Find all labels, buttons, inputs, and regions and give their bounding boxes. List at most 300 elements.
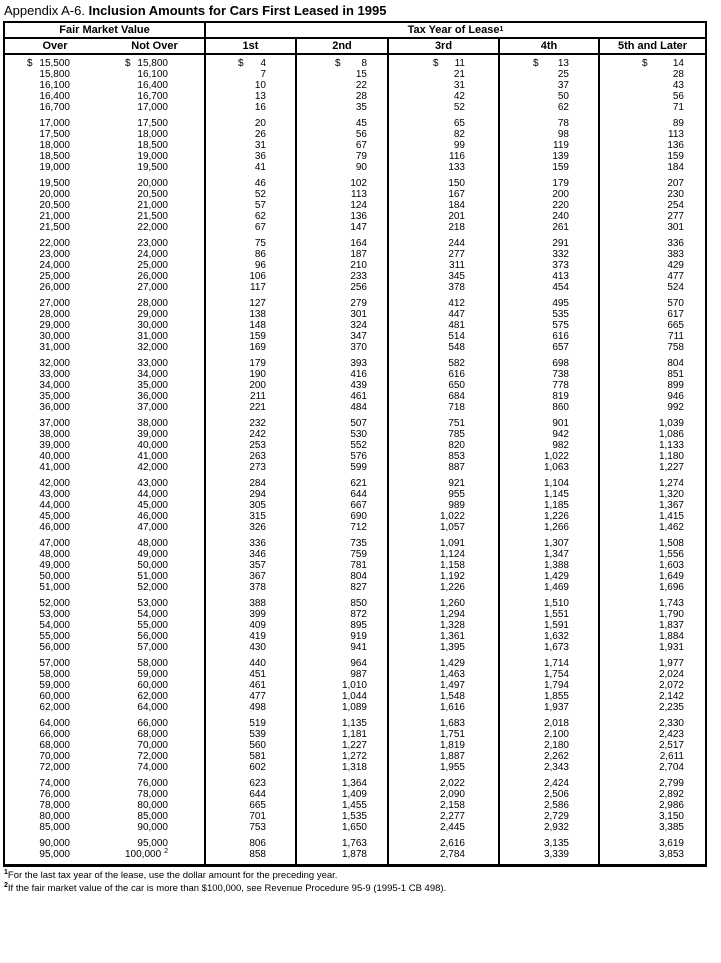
- year-5th-later-cell: [600, 658, 705, 669]
- year-3rd-cell: [389, 429, 500, 440]
- year-1st-cell: [206, 58, 297, 69]
- year-4th-cell: [500, 402, 600, 413]
- cell-value: 164: [350, 238, 367, 249]
- year-2nd-cell: [297, 478, 389, 489]
- cell-value: 16,700: [39, 102, 70, 113]
- year-1st-cell: [206, 691, 297, 702]
- table-row: [5, 271, 705, 282]
- year-4th-cell: [500, 440, 600, 451]
- fmv-not-over-cell: [105, 451, 206, 462]
- cell-value: 17,000: [39, 118, 70, 129]
- year-3rd-cell: [389, 522, 500, 533]
- cell-value: 21,000: [39, 211, 70, 222]
- year-5th-later-cell: [600, 271, 705, 282]
- fmv-not-over-cell: [105, 140, 206, 151]
- year-5th-later-cell: [600, 418, 705, 429]
- fmv-not-over-cell: [105, 489, 206, 500]
- cell-value: 59,000: [137, 669, 168, 680]
- fmv-over-cell: [5, 582, 105, 593]
- fmv-not-over-cell: [105, 162, 206, 173]
- year-2nd-cell: [297, 500, 389, 511]
- cell-value: 2,932: [543, 822, 569, 833]
- cell-value: 89: [672, 118, 684, 129]
- year-1st-cell: [206, 391, 297, 402]
- cell-value: 367: [249, 571, 266, 582]
- cell-value: 657: [552, 342, 569, 353]
- year-1st-cell: [206, 331, 297, 342]
- row-group: [5, 118, 705, 173]
- cell-value: 1,057: [439, 522, 465, 533]
- cell-value: 1,022: [439, 511, 465, 522]
- year-5th-later-cell: [600, 249, 705, 260]
- cell-value: 413: [552, 271, 569, 282]
- year-3rd-cell: [389, 658, 500, 669]
- fmv-not-over-cell: [105, 271, 206, 282]
- year-1st-cell: [206, 789, 297, 800]
- fmv-over-cell: [5, 538, 105, 549]
- cell-value: 19,500: [39, 178, 70, 189]
- cell-value: 62,000: [39, 702, 70, 713]
- year-4th-cell: [500, 778, 600, 789]
- cell-value: 346: [249, 549, 266, 560]
- cell-value: 45: [355, 118, 367, 129]
- fmv-over-cell: [5, 162, 105, 173]
- cell-value: 17,500: [137, 118, 168, 129]
- cell-value: 665: [667, 320, 684, 331]
- fmv-not-over-cell: [105, 238, 206, 249]
- table-row: [5, 260, 705, 271]
- cell-value: 22,000: [137, 222, 168, 233]
- cell-value: 41,000: [39, 462, 70, 473]
- cell-value: 987: [350, 669, 367, 680]
- year-4th-cell: [500, 189, 600, 200]
- cell-value: 56: [672, 91, 684, 102]
- table-row: [5, 211, 705, 222]
- cell-value: 30,000: [137, 320, 168, 331]
- cell-value: 989: [448, 500, 465, 511]
- fmv-over-cell: [5, 560, 105, 571]
- year-5th-later-cell: [600, 642, 705, 653]
- year-4th-cell: [500, 249, 600, 260]
- year-5th-later-cell: [600, 789, 705, 800]
- cell-value: 96: [254, 260, 266, 271]
- cell-value: 90,000: [39, 838, 70, 849]
- cell-value: 570: [667, 298, 684, 309]
- year-2nd-cell: [297, 822, 389, 833]
- cell-value: 53,000: [137, 598, 168, 609]
- year-5th-later-cell: [600, 298, 705, 309]
- fmv-not-over-cell: [105, 598, 206, 609]
- year-5th-later-cell: [600, 691, 705, 702]
- table-row: [5, 549, 705, 560]
- cell-value: 530: [350, 429, 367, 440]
- year-3rd-cell: [389, 620, 500, 631]
- cell-value: 119: [553, 140, 569, 151]
- cell-value: 28: [355, 91, 367, 102]
- cell-value: 481: [448, 320, 465, 331]
- year-2nd-cell: [297, 211, 389, 222]
- table-row: [5, 729, 705, 740]
- cell-value: 1,192: [439, 571, 465, 582]
- cell-value: 256: [350, 282, 367, 293]
- cell-value: 819: [552, 391, 569, 402]
- fmv-over-cell: [5, 822, 105, 833]
- table-row: [5, 342, 705, 353]
- table-row: [5, 58, 705, 69]
- cell-value: 461: [249, 680, 266, 691]
- cell-value: 1,274: [658, 478, 684, 489]
- cell-value: 207: [667, 178, 684, 189]
- cell-value: 261: [552, 222, 569, 233]
- cell-value: 253: [249, 440, 266, 451]
- year-4th-cell: [500, 58, 600, 69]
- cell-value: 1,328: [439, 620, 465, 631]
- fmv-over-cell: [5, 440, 105, 451]
- cell-value: 43: [672, 80, 684, 91]
- fmv-over-cell: [5, 762, 105, 773]
- year-3rd-cell: [389, 762, 500, 773]
- fmv-not-over-cell: [105, 522, 206, 533]
- cell-value: 100,000 $^2$: [125, 847, 169, 860]
- year-3rd-cell: [389, 249, 500, 260]
- fmv-over-cell: [5, 680, 105, 691]
- table-row: [5, 129, 705, 140]
- cell-value: 18,000: [137, 129, 168, 140]
- fmv-not-over-cell: [105, 642, 206, 653]
- year-5th-later-cell: [600, 680, 705, 691]
- fmv-over-cell: [5, 249, 105, 260]
- cell-value: 454: [552, 282, 569, 293]
- cell-value: 1,063: [543, 462, 569, 473]
- cell-value: 20,000: [39, 189, 70, 200]
- year-4th-cell: [500, 489, 600, 500]
- cell-value: 1,395: [439, 642, 465, 653]
- year-5th-later-cell: [600, 729, 705, 740]
- table-row: [5, 380, 705, 391]
- fmv-not-over-cell: [105, 669, 206, 680]
- year-5th-later-cell: [600, 440, 705, 451]
- year-2nd-cell: [297, 298, 389, 309]
- cell-value: 324: [350, 320, 367, 331]
- year-5th-later-cell: [600, 238, 705, 249]
- year-4th-cell: [500, 620, 600, 631]
- cell-value: 2,506: [543, 789, 569, 800]
- cell-value: 3,385: [658, 822, 684, 833]
- year-4th-cell: [500, 102, 600, 113]
- cell-value: 2,158: [439, 800, 465, 811]
- cell-value: 35: [355, 102, 367, 113]
- cell-value: 1,616: [439, 702, 465, 713]
- cell-value: 51,000: [39, 582, 70, 593]
- year-5th-later-cell: [600, 838, 705, 849]
- cell-value: 102: [350, 178, 367, 189]
- cell-value: 1,535: [341, 811, 367, 822]
- year-4th-cell: [500, 162, 600, 173]
- page-title: [4, 3, 386, 18]
- year-4th-cell: [500, 609, 600, 620]
- table-column-header-row: [5, 39, 705, 55]
- table-row: [5, 522, 705, 533]
- cell-value: 45,000: [137, 500, 168, 511]
- cell-value: 872: [350, 609, 367, 620]
- fmv-not-over-cell: [105, 320, 206, 331]
- cell-value: 15: [355, 69, 367, 80]
- year-1st-cell: [206, 642, 297, 653]
- fmv-over-cell: [5, 702, 105, 713]
- year-4th-cell: [500, 222, 600, 233]
- year-5th-later-cell: [600, 80, 705, 91]
- fmv-not-over-cell: [105, 342, 206, 353]
- cell-value: 599: [350, 462, 367, 473]
- cell-value: 46,000: [137, 511, 168, 522]
- cell-value: 47,000: [137, 522, 168, 533]
- cell-value: 19,000: [39, 162, 70, 173]
- cell-value: 46,000: [39, 522, 70, 533]
- cell-value: 901: [552, 418, 569, 429]
- cell-value: 2,423: [658, 729, 684, 740]
- year-3rd-cell: [389, 538, 500, 549]
- cell-value: 57,000: [137, 642, 168, 653]
- cell-value: 451: [249, 669, 266, 680]
- fmv-not-over-cell: [105, 822, 206, 833]
- fmv-over-cell: [5, 358, 105, 369]
- cell-value: 179: [552, 178, 569, 189]
- cell-value: 117: [250, 282, 266, 293]
- year-1st-cell: [206, 478, 297, 489]
- cell-value: 2,986: [658, 800, 684, 811]
- table-row: [5, 762, 705, 773]
- cell-value: 17,500: [39, 129, 70, 140]
- cell-value: 1,226: [439, 582, 465, 593]
- year-2nd-cell: [297, 91, 389, 102]
- header-3rd-year: 3rd: [389, 39, 500, 55]
- cell-value: 220: [552, 200, 569, 211]
- cell-value: 378: [448, 282, 465, 293]
- cell-value: 1,696: [658, 582, 684, 593]
- year-3rd-cell: [389, 838, 500, 849]
- year-5th-later-cell: [600, 200, 705, 211]
- year-3rd-cell: [389, 91, 500, 102]
- year-3rd-cell: [389, 691, 500, 702]
- cell-value: 477: [249, 691, 266, 702]
- cell-value: 1,429: [439, 658, 465, 669]
- year-1st-cell: [206, 260, 297, 271]
- fmv-not-over-cell: [105, 762, 206, 773]
- year-2nd-cell: [297, 162, 389, 173]
- year-4th-cell: [500, 429, 600, 440]
- cell-value: 25,000: [137, 260, 168, 271]
- cell-value: 45,000: [39, 511, 70, 522]
- year-5th-later-cell: [600, 178, 705, 189]
- year-2nd-cell: [297, 342, 389, 353]
- cell-value: 785: [448, 429, 465, 440]
- fmv-not-over-cell: [105, 418, 206, 429]
- cell-value: 70,000: [39, 751, 70, 762]
- cell-value: 2,611: [659, 751, 684, 762]
- year-2nd-cell: [297, 402, 389, 413]
- cell-value: 62: [557, 102, 569, 113]
- cell-value: 46: [254, 178, 266, 189]
- year-1st-cell: [206, 402, 297, 413]
- year-2nd-cell: [297, 729, 389, 740]
- year-5th-later-cell: [600, 822, 705, 833]
- year-2nd-cell: [297, 631, 389, 642]
- row-group: [5, 178, 705, 233]
- cell-value: 738: [552, 369, 569, 380]
- year-5th-later-cell: [600, 511, 705, 522]
- year-5th-later-cell: [600, 102, 705, 113]
- cell-value: 74,000: [39, 778, 70, 789]
- year-2nd-cell: [297, 69, 389, 80]
- dollar-sign: $: [533, 58, 539, 69]
- cell-value: 2,072: [658, 680, 684, 691]
- cell-value: 514: [448, 331, 465, 342]
- year-4th-cell: [500, 358, 600, 369]
- year-1st-cell: [206, 549, 297, 560]
- cell-value: 2,235: [658, 702, 684, 713]
- cell-value: 1,135: [341, 718, 367, 729]
- year-2nd-cell: [297, 549, 389, 560]
- year-3rd-cell: [389, 571, 500, 582]
- fmv-not-over-cell: [105, 729, 206, 740]
- year-3rd-cell: [389, 238, 500, 249]
- fmv-over-cell: [5, 342, 105, 353]
- fmv-not-over-cell: [105, 309, 206, 320]
- cell-value: 1,227: [658, 462, 684, 473]
- year-4th-cell: [500, 642, 600, 653]
- cell-value: 992: [667, 402, 684, 413]
- year-3rd-cell: [389, 162, 500, 173]
- year-1st-cell: [206, 658, 297, 669]
- year-2nd-cell: [297, 151, 389, 162]
- cell-value: 50,000: [39, 571, 70, 582]
- fmv-not-over-cell: [105, 800, 206, 811]
- cell-value: 1,022: [543, 451, 569, 462]
- cell-value: 32,000: [137, 342, 168, 353]
- fmv-not-over-cell: [105, 118, 206, 129]
- year-2nd-cell: [297, 118, 389, 129]
- fmv-over-cell: [5, 462, 105, 473]
- year-2nd-cell: [297, 238, 389, 249]
- cell-value: 899: [667, 380, 684, 391]
- cell-value: 21,500: [39, 222, 70, 233]
- year-1st-cell: [206, 238, 297, 249]
- table-row: [5, 238, 705, 249]
- year-1st-cell: [206, 91, 297, 102]
- cell-value: 35,000: [39, 391, 70, 402]
- year-1st-cell: [206, 822, 297, 833]
- fmv-not-over-cell: [105, 549, 206, 560]
- cell-value: 200: [249, 380, 266, 391]
- year-5th-later-cell: [600, 58, 705, 69]
- table-row: [5, 118, 705, 129]
- cell-value: 1,603: [658, 560, 684, 571]
- cell-value: 1,855: [543, 691, 569, 702]
- cell-value: 2,445: [439, 822, 465, 833]
- table-row: [5, 800, 705, 811]
- year-3rd-cell: [389, 402, 500, 413]
- cell-value: 887: [448, 462, 465, 473]
- year-2nd-cell: [297, 511, 389, 522]
- cell-value: 76,000: [137, 778, 168, 789]
- cell-value: 1,650: [341, 822, 367, 833]
- dollar-sign: $: [642, 58, 648, 69]
- cell-value: 1,673: [543, 642, 569, 653]
- year-5th-later-cell: [600, 118, 705, 129]
- fmv-not-over-cell: [105, 582, 206, 593]
- fmv-not-over-cell: [105, 838, 206, 849]
- fmv-not-over-cell: [105, 658, 206, 669]
- cell-value: 616: [448, 369, 465, 380]
- cell-value: 37,000: [137, 402, 168, 413]
- table-row: [5, 718, 705, 729]
- table-row: [5, 451, 705, 462]
- cell-value: 1,307: [543, 538, 569, 549]
- cell-value: 1,743: [658, 598, 684, 609]
- cell-value: 1,548: [439, 691, 465, 702]
- cell-value: 378: [249, 582, 266, 593]
- cell-value: 284: [249, 478, 266, 489]
- year-5th-later-cell: [600, 331, 705, 342]
- cell-value: 4: [260, 58, 266, 69]
- cell-value: 159: [552, 162, 569, 173]
- cell-value: 447: [448, 309, 465, 320]
- fmv-over-cell: [5, 800, 105, 811]
- cell-value: 159: [667, 151, 684, 162]
- table-row: [5, 298, 705, 309]
- year-1st-cell: [206, 178, 297, 189]
- fmv-over-cell: [5, 451, 105, 462]
- cell-value: 2,799: [658, 778, 684, 789]
- fmv-over-cell: [5, 309, 105, 320]
- fmv-over-cell: [5, 320, 105, 331]
- year-4th-cell: [500, 69, 600, 80]
- cell-value: 2,277: [439, 811, 465, 822]
- cell-value: 718: [448, 402, 465, 413]
- cell-value: 26,000: [39, 282, 70, 293]
- year-4th-cell: [500, 789, 600, 800]
- header-4th-year: 4th: [500, 39, 600, 55]
- year-1st-cell: [206, 680, 297, 691]
- year-2nd-cell: [297, 200, 389, 211]
- year-5th-later-cell: [600, 702, 705, 713]
- cell-value: 753: [249, 822, 266, 833]
- cell-value: 751: [448, 418, 465, 429]
- cell-value: 36,000: [137, 391, 168, 402]
- cell-value: 582: [448, 358, 465, 369]
- fmv-not-over-cell: [105, 80, 206, 91]
- cell-value: 2,180: [543, 740, 569, 751]
- cell-value: 42: [453, 91, 465, 102]
- year-3rd-cell: [389, 418, 500, 429]
- table-row: [5, 331, 705, 342]
- cell-value: 11: [454, 58, 465, 69]
- fmv-not-over-cell: [105, 789, 206, 800]
- table-row: [5, 102, 705, 113]
- year-2nd-cell: [297, 702, 389, 713]
- year-3rd-cell: [389, 380, 500, 391]
- cell-value: 240: [552, 211, 569, 222]
- year-1st-cell: [206, 140, 297, 151]
- cell-value: 116: [449, 151, 465, 162]
- table-row: [5, 189, 705, 200]
- year-1st-cell: [206, 429, 297, 440]
- cell-value: 1,884: [658, 631, 684, 642]
- fmv-not-over-cell: [105, 91, 206, 102]
- year-5th-later-cell: [600, 462, 705, 473]
- year-4th-cell: [500, 729, 600, 740]
- year-4th-cell: [500, 451, 600, 462]
